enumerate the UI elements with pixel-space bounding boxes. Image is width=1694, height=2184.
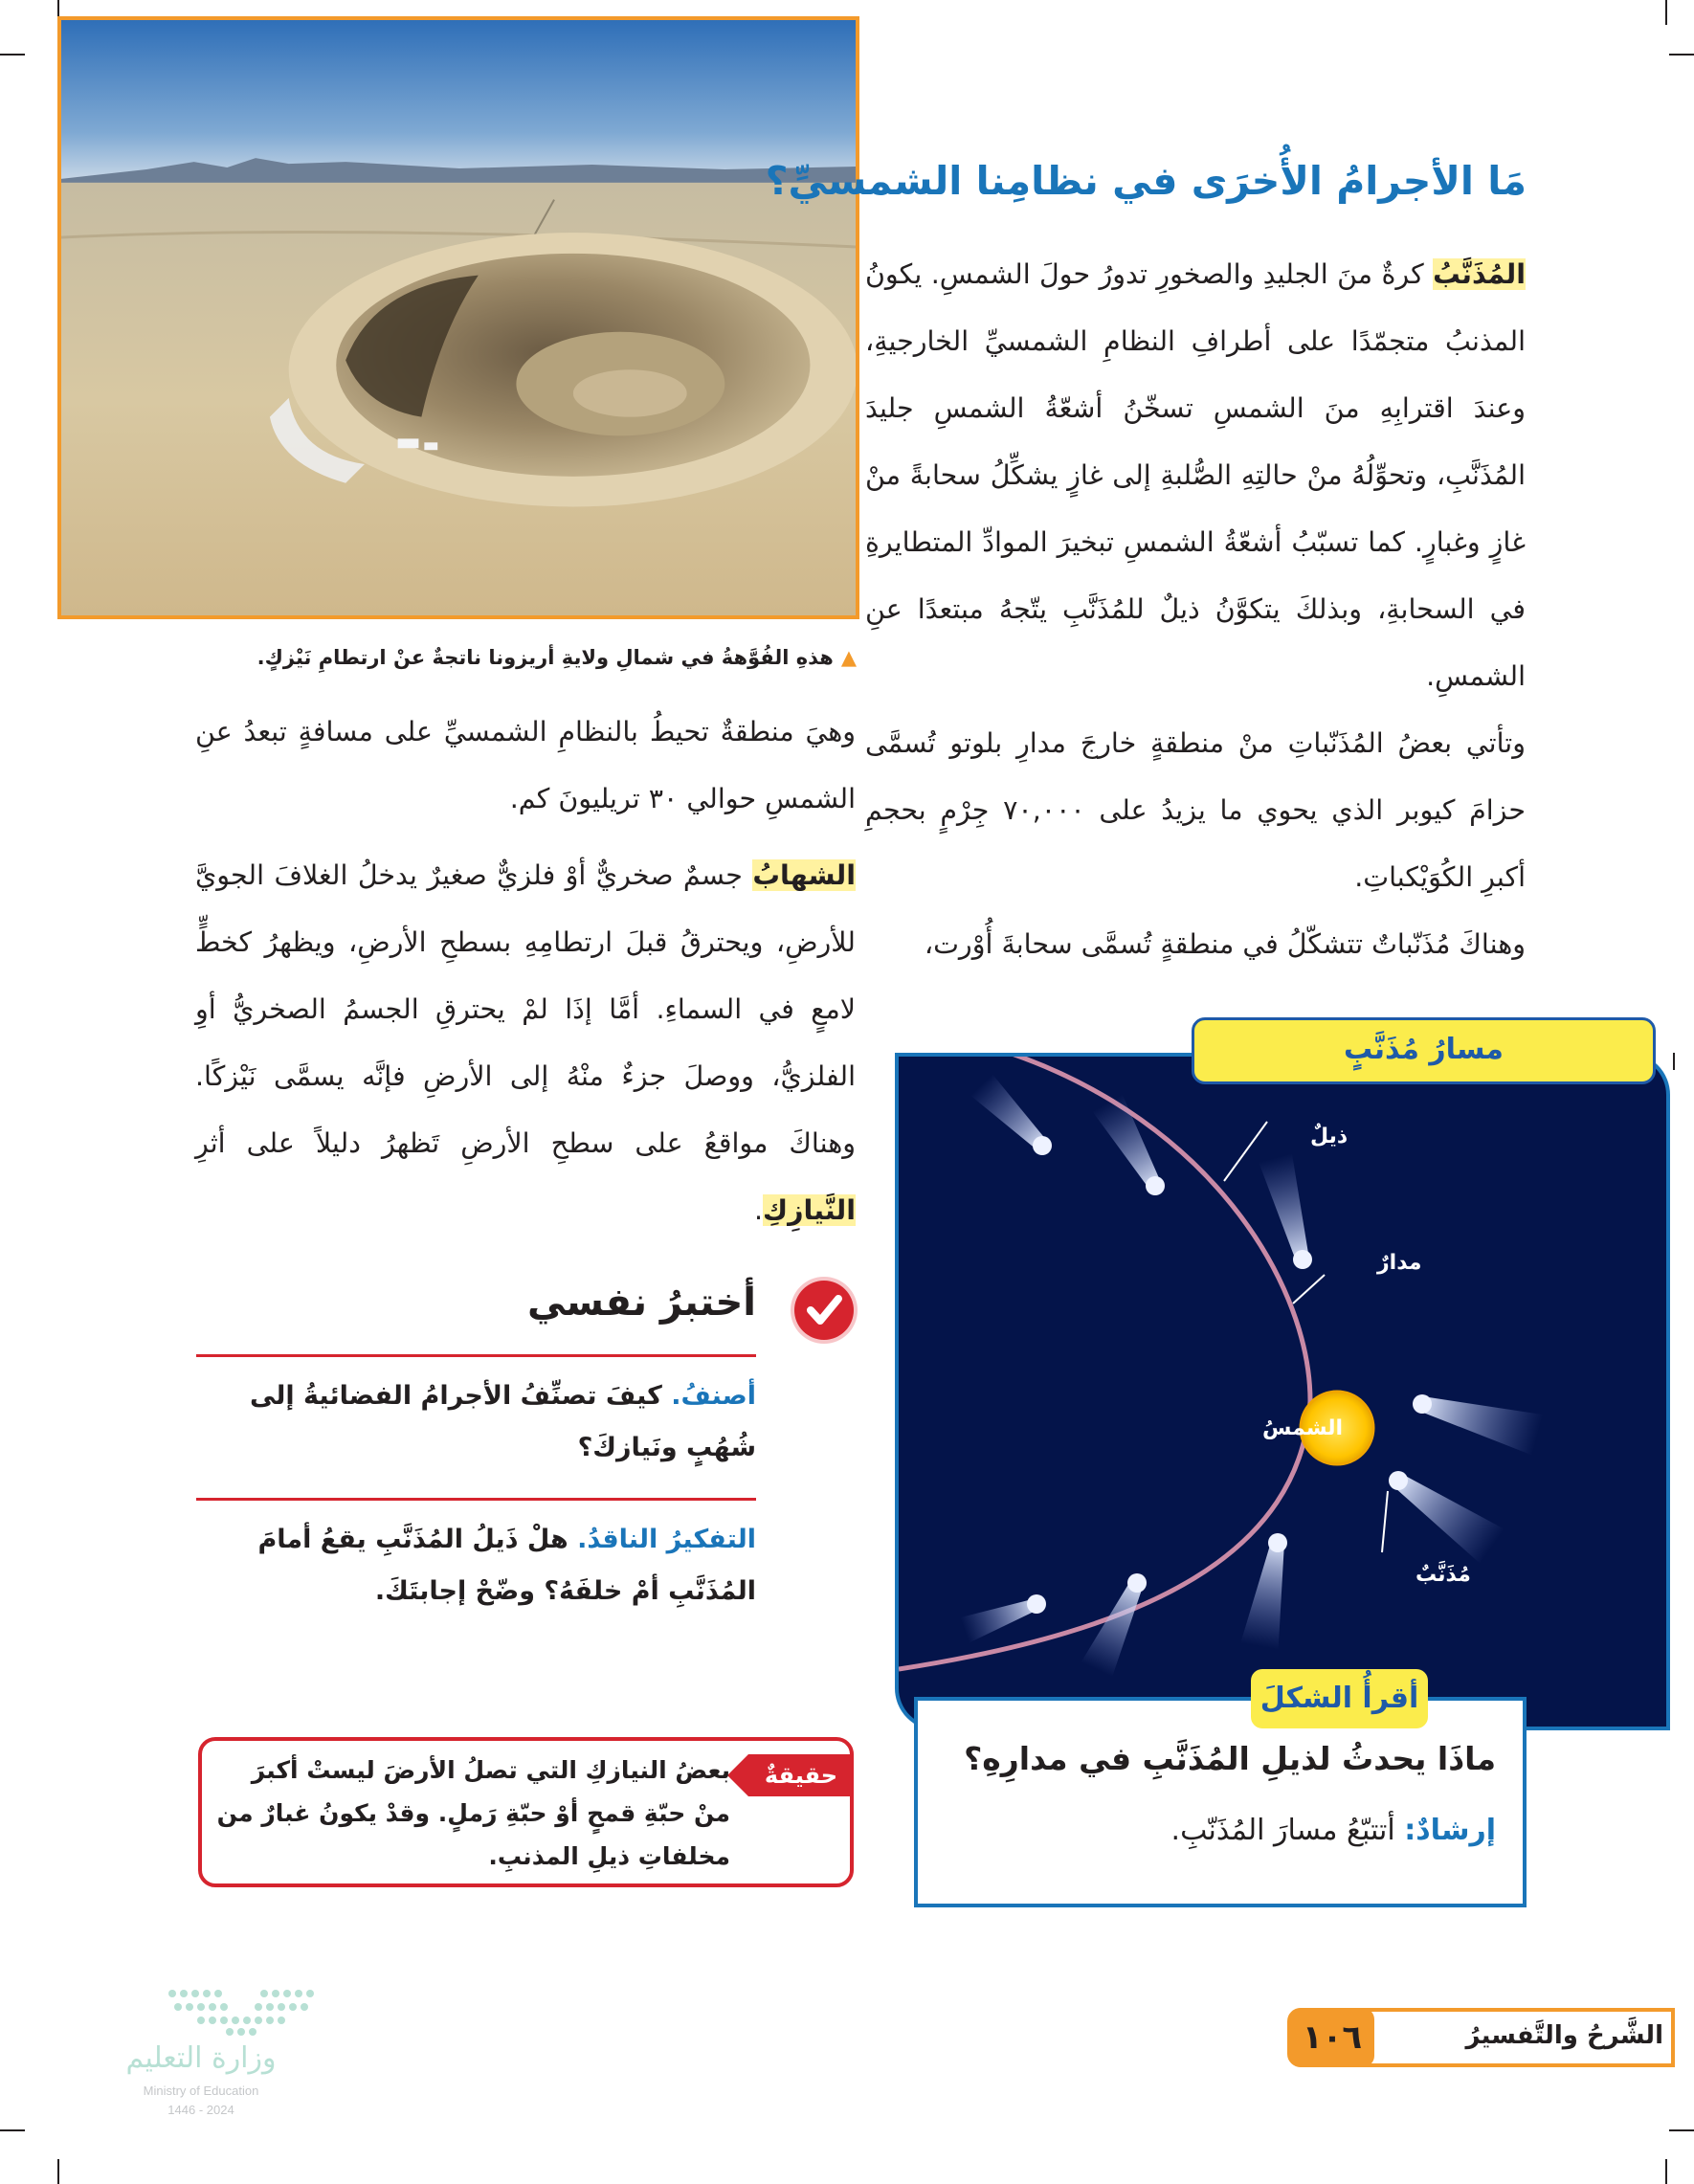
- kuiper-paragraph: وتأتي بعضُ المُذَنّباتِ منْ منطقةٍ خارجَ مدارِ بلوتو تُسمَّى حزامَ كيوبر الذي يحوي ما يزيدُ على ٧٠,٠٠٠ جِرْمٍ بحجمِ أكبرِ الكُوَيْكباتِ.: [865, 727, 1526, 893]
- checkmark-icon: [794, 1281, 854, 1340]
- comet-head: [1293, 1250, 1312, 1269]
- crop-mark: [1669, 54, 1694, 56]
- comet-tail: [1240, 1540, 1296, 1650]
- comet-orbit-figure: [899, 1057, 1666, 1727]
- comet-paragraph: المُذَنَّبُ كرةٌ منَ الجليدِ والصخورِ تدورُ حولَ الشمسِ. يكونُ المذنبُ متجمّدًا على أطرافِ النظامِ الشمسيِّ الخارجيةِ، وعندَ اقترابِهِ منَ الشمسِ تسخّنُ أشعّةُ الشمسِ جليدَ المُذَنَّبِ، وتحوِّلُهُ منْ حالتِهِ الصُّلبةِ إلى غازٍ يشكِّلُ سحابةً منْ غازٍ وغبارٍ. كما تسبّبُ أشعّةُ الشمسِ تبخيرَ الموادِّ المتطايرةِ في السحابةِ، وبذلكَ يتكوَّنُ ذيلٌ للمُذَنَّبِ يتّجهُ مبتعدًا عنِ الشمسِ.: [865, 258, 1526, 692]
- ministry-logo: [77, 1986, 325, 2120]
- divider: [196, 1498, 756, 1501]
- self-check-question-1: أصنفُ. كيفَ تصنِّفُ الأجرامُ الفضائيةُ إلى شُهُبٍ ونَيازكَ؟: [249, 1381, 756, 1462]
- footer-label: الشَّرحُ والتَّفسيرُ: [1465, 2021, 1663, 2050]
- crop-mark: [0, 54, 25, 56]
- comet-head: [1268, 1533, 1287, 1552]
- section-heading: مَا الأجرامُ الأُخرَى في نظامِنا الشمسيِّ؟: [765, 158, 1527, 204]
- comet-tail: [1416, 1384, 1543, 1456]
- ministry-name-en: Ministry of Education: [143, 2084, 259, 2098]
- label-comet: مُذَنَّبٌ: [1415, 1563, 1471, 1587]
- meteor-paragraph: الشهابُ جسمٌ صخريٌّ أوْ فلزيٌّ صغيرٌ يدخلُ الغلافَ الجويَّ للأرضِ، ويحترقُ قبلَ ارتطامِهِ بسطحِ الأرضِ، ويظهرُ كخطٍّ لامعٍ في السماءِ. أمَّا إذَا لمْ يحترقِ الجسمُ الصخريُّ أوِ الفلزيُّ، ووصلَ جزءٌ منْهُ إلى الأرضِ فإنَّه يسمَّى نَيْزكًا. وهناكَ مواقعُ على سطحِ الأرضِ تَظهرُ دليلاً على أثرِ النَّيازِكِ.: [195, 859, 857, 1226]
- diagram-title: مسارُ مُذَنَّبٍ: [1192, 1017, 1656, 1084]
- fact-label: حقيقةٌ: [748, 1754, 854, 1796]
- comet-head: [1389, 1471, 1408, 1490]
- ministry-logo-icon: [163, 1986, 321, 2039]
- fact-text: بعضُ النيازكِ التي تصلُ الأرضَ ليستْ أكبرَ منْ حبّةِ قمحٍ أوْ حبّةِ رَملٍ. وقدْ يكونُ غبارٌ من مخلفاتِ ذيلِ المذنبِ.: [216, 1756, 730, 1870]
- oort-continuation: وهيَ منطقةٌ تحيطُ بالنظامِ الشمسيِّ على مسافةٍ تبعدُ عنِ الشمسِ حوالي ٣٠ تريليونَ كم.: [195, 716, 856, 814]
- orbit-leader-line: [1293, 1275, 1325, 1304]
- comet-leader-line: [1382, 1491, 1388, 1552]
- ministry-name-ar: وزارة التعليم: [125, 2041, 277, 2075]
- divider: [196, 1354, 756, 1357]
- crop-mark: [0, 2129, 25, 2131]
- fact-box: [198, 1737, 854, 1887]
- comet-head: [1146, 1176, 1165, 1195]
- crop-mark: [1665, 2159, 1667, 2184]
- self-check-question-2: التفكيرُ الناقدُ. هلْ ذَيلُ المُذَنَّبِ يقعُ أمامَ المُذَنَّبِ أمْ خلفَهُ؟ وضّحْ إجابتَكَ.: [257, 1525, 756, 1606]
- caption-triangle-icon: ▲: [840, 646, 857, 669]
- comet-head: [1127, 1573, 1147, 1593]
- comet-head: [1413, 1394, 1432, 1414]
- comet-tail: [1259, 1153, 1319, 1264]
- oort-paragraph: وهناكَ مُذَنّباتٌ تتشكّلُ في منطقةٍ تُسمَّى سحابةَ أُوْرت،: [924, 928, 1526, 960]
- page-number: ١٠٦: [1290, 2008, 1374, 2067]
- comet-head: [1033, 1136, 1052, 1155]
- label-orbit: مدارٌ: [1377, 1251, 1422, 1275]
- crop-mark: [57, 2159, 59, 2184]
- crater-image: [61, 20, 856, 615]
- comet-orbit-diagram: [895, 1053, 1670, 1730]
- photo-caption: ▲هذهِ الفُوَّهةُ في شمالِ ولايةِ أريزونا ناتجةٌ عنْ ارتطامِ نَيْزكٍ.: [256, 646, 857, 669]
- comet-head: [1027, 1594, 1046, 1614]
- meteor-term: الشهابُ: [752, 859, 857, 891]
- crater-photo: [57, 16, 859, 619]
- crop-mark: [1665, 0, 1667, 25]
- crop-mark: [1673, 1053, 1675, 1070]
- comet-term: المُذَنَّبُ: [1433, 258, 1526, 290]
- self-check-title: أختبرُ نفسي: [527, 1281, 756, 1325]
- ministry-year: 2024 - 1446: [167, 2103, 234, 2117]
- label-sun: الشمسُ: [1262, 1416, 1344, 1440]
- tail-leader-line: [1224, 1122, 1267, 1181]
- comet-heads: [1027, 1136, 1432, 1614]
- read-figure-box: [914, 1697, 1527, 1907]
- read-figure-question: ماذَا يحدثُ لذيلِ المُذَنَّبِ في مدارِهِ؟: [964, 1740, 1496, 1777]
- label-tail: ذيلٌ: [1310, 1125, 1349, 1148]
- read-figure-hint: إرشادٌ: أتتبّعُ مسارَ المُذَنّبِ.: [1170, 1814, 1496, 1847]
- read-figure-title: أقرأُ الشكلَ: [1251, 1669, 1428, 1728]
- meteorites-term: النَّيازِكِ: [763, 1194, 856, 1226]
- crop-mark: [1669, 2129, 1694, 2131]
